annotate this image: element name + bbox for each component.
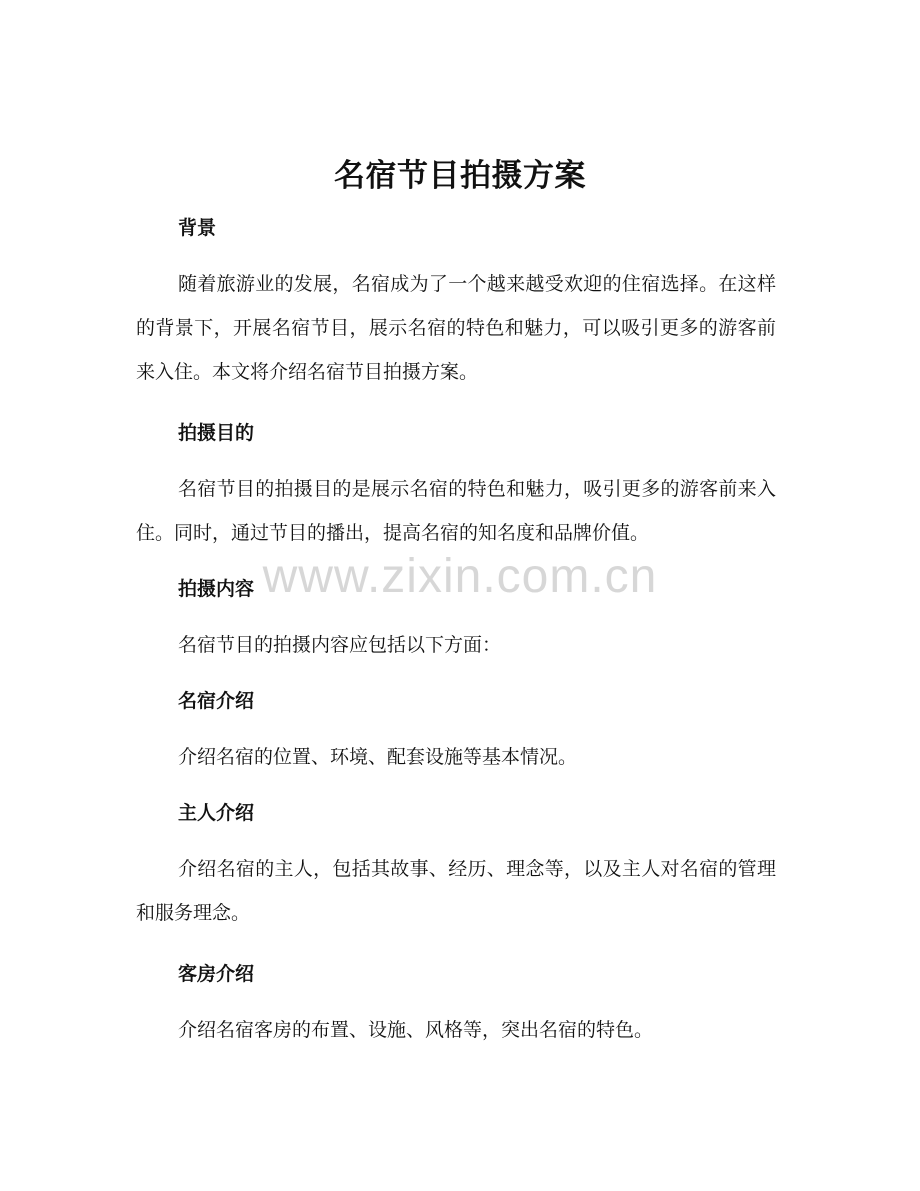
- document-body: [136, 206, 776, 1052]
- watermark: www.zixin.com.cn: [262, 550, 658, 603]
- section-paragraph-purpose: 名宿节目的拍摄目的是展示名宿的特色和魅力，吸引更多的游客前来入住。同时，通过节目的播出，提高名宿的知名度和品牌价值。: [136, 478, 776, 544]
- document-title: 名宿节目拍摄方案: [334, 158, 586, 194]
- section-heading-purpose: 拍摄目的: [178, 422, 255, 444]
- section-heading-intro-bnb: 名宿介绍: [178, 690, 255, 712]
- section-paragraph-intro-bnb: 介绍名宿的位置、环境、配套设施等基本情况。: [178, 746, 578, 768]
- section-heading-content: 拍摄内容: [178, 578, 255, 600]
- section-paragraph-intro-host: 介绍名宿的主人，包括其故事、经历、理念等，以及主人对名宿的管理和服务理念。: [136, 858, 776, 924]
- section-heading-intro-rooms: 客房介绍: [178, 963, 255, 985]
- section-paragraph-content: 名宿节目的拍摄内容应包括以下方面：: [178, 634, 502, 656]
- section-heading-background: 背景: [178, 217, 217, 239]
- section-paragraph-background: 随着旅游业的发展，名宿成为了一个越来越受欢迎的住宿选择。在这样的背景下，开展名宿节目，展示名宿的特色和魅力，可以吸引更多的游客前来入住。本文将介绍名宿节目拍摄方案。: [136, 273, 776, 383]
- section-paragraph-intro-rooms: 介绍名宿客房的布置、设施、风格等，突出名宿的特色。: [178, 1019, 654, 1041]
- section-heading-intro-host: 主人介绍: [178, 802, 255, 824]
